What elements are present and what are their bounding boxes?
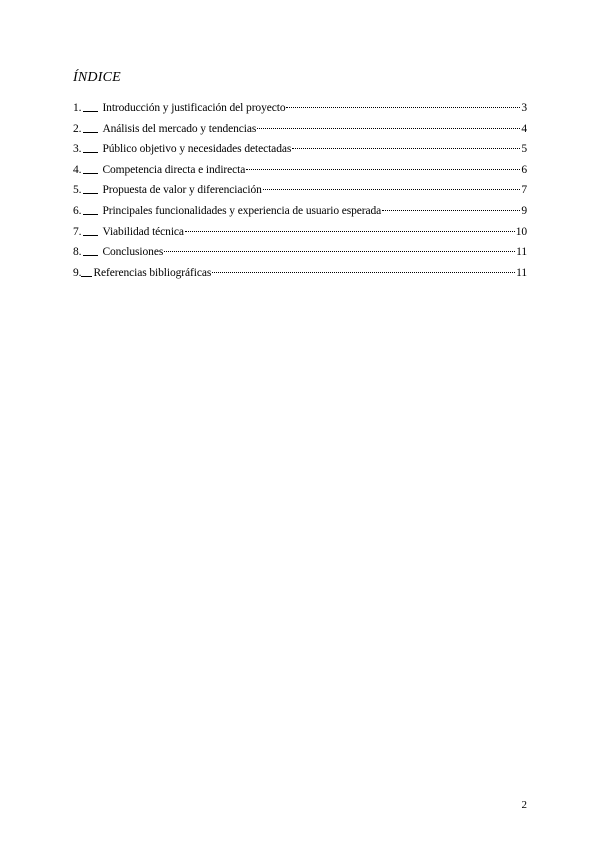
table-of-contents [73,102,527,287]
toc-dot-leader [263,188,521,190]
toc-dot-leader [164,250,515,252]
toc-entry[interactable] [73,123,527,144]
toc-entry[interactable] [73,184,527,205]
toc-entry-separator [83,111,98,112]
toc-entry[interactable] [73,143,527,164]
toc-entry[interactable] [73,246,527,267]
toc-entry-separator [83,132,98,133]
toc-entry-number: 5. [73,184,82,197]
toc-entry-label[interactable]: Conclusiones [102,246,164,259]
toc-dot-leader [382,209,520,211]
toc-entry-page: 4 [521,122,527,135]
toc-entry-number: 6. [73,204,82,217]
toc-entry-label[interactable]: Referencias bibliográficas [93,266,212,279]
toc-entry[interactable] [73,226,527,247]
toc-entry-number: 4. [73,163,82,176]
toc-entry-label[interactable]: Principales funcionalidades y experiencia de usuario esperada [102,204,382,217]
toc-entry-separator [83,152,98,153]
toc-title: ÍNDICE [73,70,121,85]
toc-entry-page: 6 [521,163,527,176]
toc-dot-leader [246,168,520,170]
toc-entry-number: 3. [73,143,82,156]
toc-entry-page: 10 [515,225,527,238]
toc-entry-label[interactable]: Viabilidad técnica [102,225,184,238]
toc-dot-leader [212,271,515,273]
toc-entry-separator [83,255,98,256]
toc-dot-leader [185,230,515,232]
toc-entry-separator [83,193,98,194]
toc-entry-separator [83,214,98,215]
toc-entry-label[interactable]: Propuesta de valor y diferenciación [102,184,262,197]
toc-entry-number: 9. [73,266,82,279]
toc-entry-number: 7. [73,225,82,238]
toc-entry-page: 9 [521,204,527,217]
toc-entry-label[interactable]: Introducción y justificación del proyecto [102,102,286,114]
page-number: 2 [521,799,527,811]
toc-entry-page: 11 [516,266,527,279]
toc-entry[interactable] [73,267,527,288]
toc-entry-label[interactable]: Análisis del mercado y tendencias [102,122,257,135]
toc-entry[interactable] [73,164,527,185]
toc-entry-page: 3 [521,102,527,114]
toc-dot-leader [257,127,520,129]
toc-entry-page: 11 [516,246,527,259]
toc-entry[interactable] [73,205,527,226]
toc-entry[interactable] [73,102,527,123]
toc-entry-separator [83,235,98,236]
toc-entry-page: 7 [521,184,527,197]
toc-entry-number: 8. [73,246,82,259]
toc-dot-leader [292,147,520,149]
toc-entry-label[interactable]: Público objetivo y necesidades detectadas [102,143,292,156]
toc-entry-label[interactable]: Competencia directa e indirecta [102,163,246,176]
toc-entry-page: 5 [521,143,527,156]
toc-entry-separator [83,173,98,174]
toc-entry-number: 1. [73,102,82,114]
toc-entry-separator [81,276,92,277]
toc-dot-leader [286,106,520,108]
toc-entry-number: 2. [73,122,82,135]
